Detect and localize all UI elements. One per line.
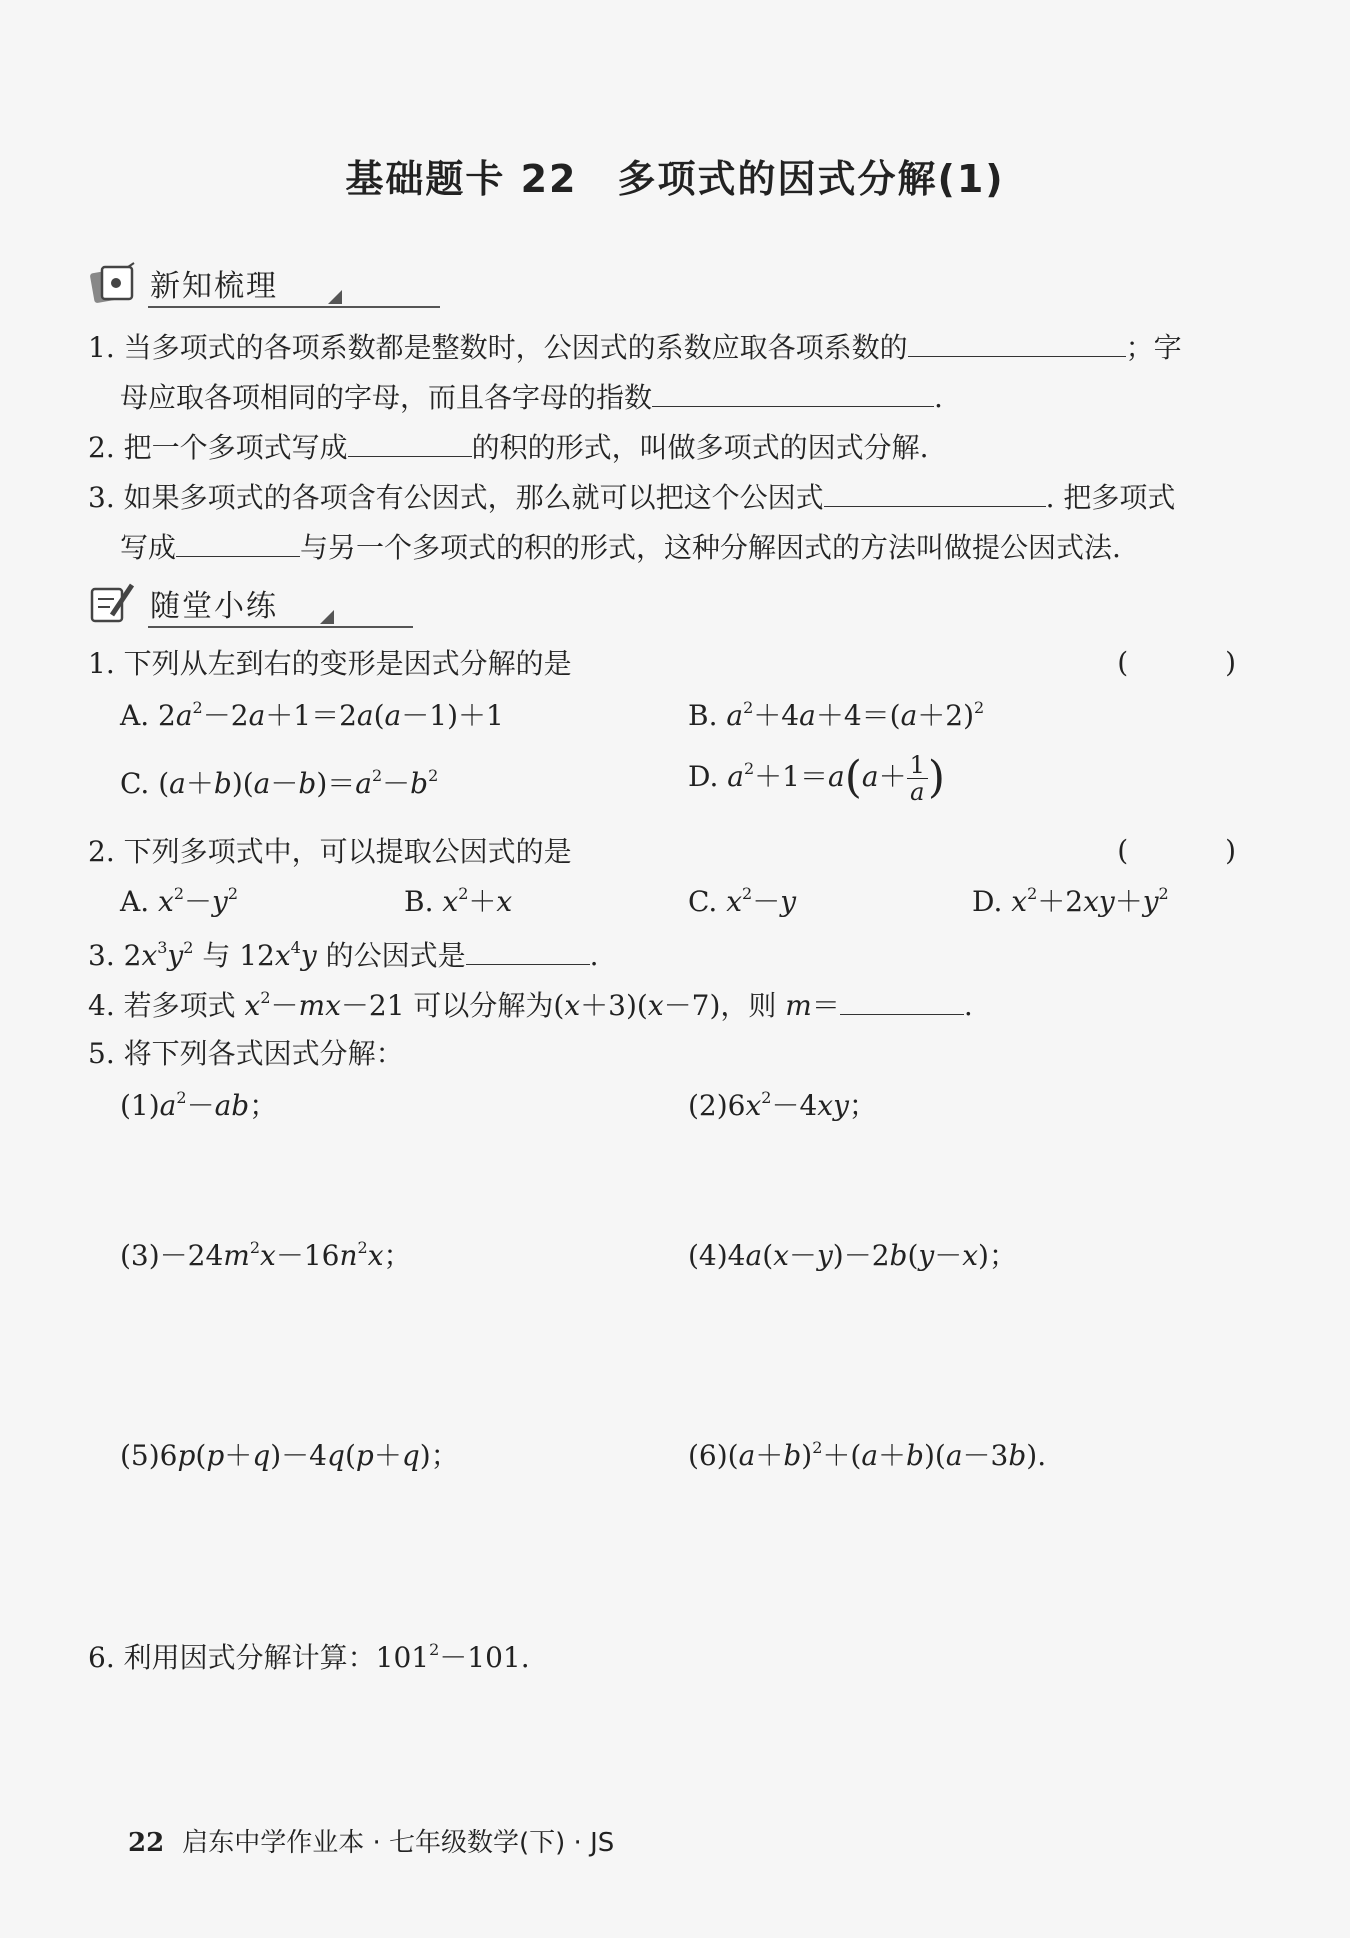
- subproblem-6: $(6)(a+b)^2+(a+b)(a-3b)$.: [688, 1438, 1047, 1472]
- section-underline: [148, 306, 440, 308]
- answer-parentheses[interactable]: ( ): [1117, 834, 1280, 867]
- section-header-practice: [88, 578, 338, 628]
- page-number: 22: [128, 1828, 165, 1858]
- section-title-practice: 随堂小练: [150, 589, 278, 624]
- theory-q1-line2: 母应取各项相同的字母，而且各字母的指数 .: [120, 378, 943, 416]
- practice-q5: 5. 将下列各式因式分解：: [88, 1037, 404, 1070]
- option-c[interactable]: C. $(a+b)(a-b)=a^2-b^2$: [120, 766, 439, 800]
- option-c[interactable]: C. $x^2-y$: [688, 884, 797, 918]
- section-underline: [148, 626, 413, 628]
- theory-q2: 2. 把一个多项式写成 的积的形式，叫做多项式的因式分解.: [88, 428, 929, 466]
- subproblem-2: $(2)6x^2-4xy$；: [688, 1088, 877, 1122]
- section-title-theory: 新知梳理: [150, 269, 278, 304]
- answer-blank[interactable]: [652, 378, 934, 407]
- theory-q1-line1: 1. 当多项式的各项系数都是整数时，公因式的系数应取各项系数的 ；字: [88, 328, 1182, 366]
- subproblem-5: (5)6p(p＋q)－4q(p＋q)；: [120, 1439, 459, 1472]
- book-title: 启东中学作业本 · 七年级数学(下) · JS: [182, 1828, 615, 1858]
- answer-blank[interactable]: [466, 936, 590, 965]
- answer-blank[interactable]: [840, 986, 964, 1015]
- theory-q3-line2: 写成 与另一个多项式的积的形式，这种分解因式的方法叫做提公因式法.: [120, 528, 1121, 566]
- answer-blank[interactable]: [176, 528, 300, 557]
- answer-blank[interactable]: [824, 478, 1046, 507]
- option-b[interactable]: B. $a^2+4a+4=(a+2)^2$: [688, 698, 985, 732]
- practice-q3: 3. $2x^3y^2$ 与 $12x^4y$ 的公因式是 .: [88, 938, 599, 972]
- pencil-note-icon: [88, 581, 140, 625]
- practice-q6: 6. 利用因式分解计算：$101^2-101$.: [88, 1640, 530, 1674]
- option-a[interactable]: A. $2a^2-2a+1=2a(a-1)+1$: [120, 698, 504, 732]
- subproblem-1: $(1)a^2-ab$；: [120, 1088, 278, 1122]
- answer-blank[interactable]: [908, 328, 1126, 357]
- option-d[interactable]: D. $x^2+2xy+y^2$: [972, 884, 1169, 918]
- page-footer: [128, 1822, 614, 1859]
- option-b[interactable]: B. $x^2+x$: [404, 884, 513, 918]
- section-header-theory: [88, 258, 358, 308]
- subproblem-4: (4)4a(x－y)－2b(y－x)；: [688, 1239, 1017, 1272]
- practice-q1: 1. 下列从左到右的变形是因式分解的是: [88, 647, 572, 680]
- section-triangle: [328, 290, 342, 304]
- option-d[interactable]: D. $a^2+1=a(a+$ $\frac{1}{a}$ ): [688, 751, 946, 806]
- theory-q3-line1: 3. 如果多项式的各项含有公因式，那么就可以把这个公因式 . 把多项式: [88, 478, 1175, 516]
- answer-parentheses[interactable]: ( ): [1117, 646, 1280, 679]
- answer-blank[interactable]: [348, 428, 472, 457]
- subproblem-3: $(3)-24m^2x-16n^2x$；: [120, 1238, 412, 1272]
- page-title: 基础题卡 22 多项式的因式分解(1): [345, 157, 1005, 201]
- notebook-icon: [88, 261, 140, 305]
- section-triangle: [320, 610, 334, 624]
- practice-q4: 4. 若多项式 $x^2-mx-21$ 可以分解为(x＋3)(x－7)，则 m＝ .: [88, 988, 973, 1022]
- option-a[interactable]: A. $x^2-y^2$: [120, 884, 239, 918]
- practice-q2: 2. 下列多项式中，可以提取公因式的是: [88, 835, 572, 868]
